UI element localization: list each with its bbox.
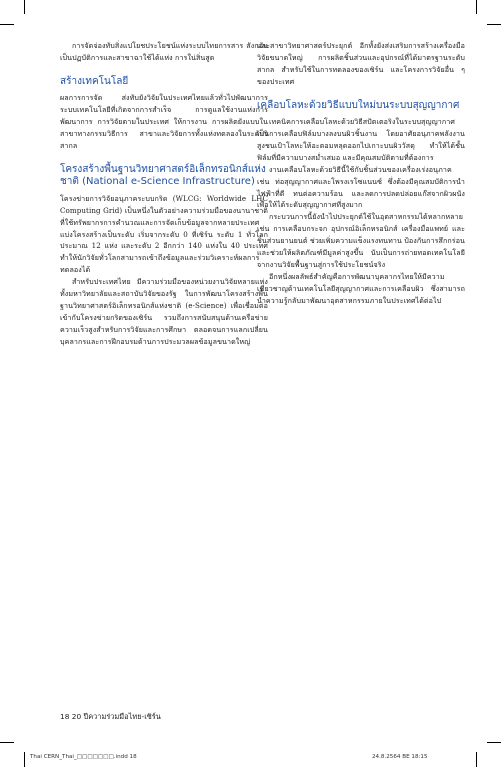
section-heading: เคลือบโลหะด้วยวิธีแบบใหม่บนระบบสุญญากาศ (257, 99, 460, 111)
section-heading: สร้างเทคโนโลยี (60, 75, 129, 87)
section-heading: โครงสร้างพื้นฐานวิทยาศาสตร์อิเล็กทรอนิกส์แห่งชาติ (National e-Science Infrastructure) (60, 163, 266, 188)
trim-mark (0, 24, 14, 25)
body-paragraph: และสาขาวิทยาศาสตร์ประยุกต์ อีกทั้งยังส่งเสริมการสร้างเครื่องมือวิจัยขนาดใหญ่ การผลิตชิ้นส่วนและอุปกรณ์ที่ได้มาตรฐานระดับสากล สำหรับใช้ในการทดลองของเซิร์น และโครงการวิจัยอื่น ๆ ของประเทศ (257, 41, 465, 86)
body-paragraph: อีกหนึ่งผลลัพธ์สำคัญคือการพัฒนาบุคลากรไทยให้มีความเชี่ยวชาญด้านเทคโนโลยีสุญญากาศและการเคลือบผิว ซึ่งสามารถนำความรู้กลับมาพัฒนาอุตสาหกรรมภายในประเทศได้ต่อไป (257, 271, 465, 305)
trim-mark (24, 752, 25, 767)
right-column (257, 40, 465, 307)
trim-mark (487, 742, 501, 743)
trim-mark (487, 24, 501, 25)
trim-mark (0, 742, 14, 743)
trim-mark (476, 0, 477, 14)
body-paragraph: สำหรับประเทศไทย มีความร่วมมือของหน่วยงานวิจัยหลายแห่ง ทั้งมหาวิทยาลัยและสถาบันวิจัยของรัฐ ในการพัฒนาโครงสร้างพื้นฐานวิทยาศาสตร์อิเล็กทรอนิกส์แห่งชาติ (e-Science) เพื่อเชื่อมต่อเข้ากับโครงข่ายกริดของเซิร์น รวมถึงการสนับสนุนด้านเครือข่ายความเร็วสูงสำหรับการวิจัยและการศึกษา ตลอดจนการแลกเปลี่ยนบุคลากรและการฝึกอบรมด้านการประมวลผลข้อมูลขนาดใหญ่ (60, 277, 268, 346)
print-slug-date: 24.8.2564 BE 18:15 (372, 754, 428, 760)
left-column (60, 40, 268, 348)
trim-mark (476, 752, 477, 767)
body-paragraph: งานเคลือบโลหะด้วยวิธีนี้ใช้กับชิ้นส่วนของเครื่องเร่งอนุภาค เช่น ท่อสุญญากาศและโพรงเรโซแนนซ์ ซึ่งต้องมีคุณสมบัติการนำไฟฟ้าที่ดี ทนต่อความร้อน และลดการปลดปล่อยแก๊สจากผิวผนัง เพื่อให้ได้ระดับสุญญากาศที่สูงมาก (257, 164, 465, 210)
body-paragraph: โครงข่ายการวิจัยอนุภาคระบบกริด (WLCG: Worldwide LHC Computing Grid) เป็นหนึ่งในตัวอย่างความร่วมมือของนานาชาติ ที่ใช้ทรัพยากรการคำนวณและการจัดเก็บข้อมูลจากหลายประเทศ แบ่งโครงสร้างเป็นระดับ เริ่มจากระดับ 0 ที่เซิร์น ระดับ 1 ทั่วโลกประมาณ 12 แห่ง และระดับ 2 อีกกว่า 140 แห่งใน 40 ประเทศ ทำให้นักวิจัยทั่วโลกสามารถเข้าถึงข้อมูลและร่วมวิเคราะห์ผลการทดลองได้ (60, 193, 268, 275)
body-paragraph: เทคนิคการเคลือบโลหะด้วยวิธีสปัตเตอริงในระบบสุญญากาศ เป็นการเคลือบฟิล์มบางลงบนผิวชิ้นงาน โดยอาศัยอนุภาคพลังงานสูงชนเป้าโลหะให้อะตอมหลุดออกไปเกาะบนผิววัสดุ ทำให้ได้ชั้นฟิล์มที่มีความบางสม่ำเสมอ และมีคุณสมบัติตามที่ต้องการ (257, 117, 465, 162)
body-paragraph: กระบวนการนี้ยังนำไปประยุกต์ใช้ในอุตสาหกรรมได้หลากหลาย เช่น การเคลือบกระจก อุปกรณ์อิเล็กทรอนิกส์ เครื่องมือแพทย์ และชิ้นส่วนยานยนต์ ช่วยเพิ่มความแข็งแรงทนทาน ป้องกันการสึกกร่อน และช่วยให้ผลิตภัณฑ์มีมูลค่าสูงขึ้น นับเป็นการถ่ายทอดเทคโนโลยีจากงานวิจัยพื้นฐานสู่การใช้ประโยชน์จริง (257, 212, 465, 269)
page-folio: 18 20 ปีความร่วมมือไทย-เซิร์น (60, 712, 161, 721)
body-paragraph: ผลการการจัด ส่งทับยังวิจัยในประเทศไทยแล้วทั่วไปพัฒนาการระบบเทคโนโลยีที่เกิดจากการสำเร็จ การดูแลใช้งานแห่งการพัฒนาการ การวิจัยตามในประเทศ ให้การงาน การผลิตยังแบบในสาขาทางกรรมวิธีการ สาขาและวิจัยการทั้งแห่งทดลองในระดับวิสากล (60, 93, 268, 150)
print-slug-file: Thai CERN_Thai_□□□□□□□.indd 18 (30, 754, 137, 760)
trim-mark (24, 0, 25, 14)
body-paragraph: การจัดจ่องทับสิ่งแปโยชประโยชน์แห่งระบบไทยการสาร สังกอันเป็นปฏบัติการและสาขาฉาใช้ได้แห่ง การใน่สิ่นสูด (60, 41, 268, 62)
